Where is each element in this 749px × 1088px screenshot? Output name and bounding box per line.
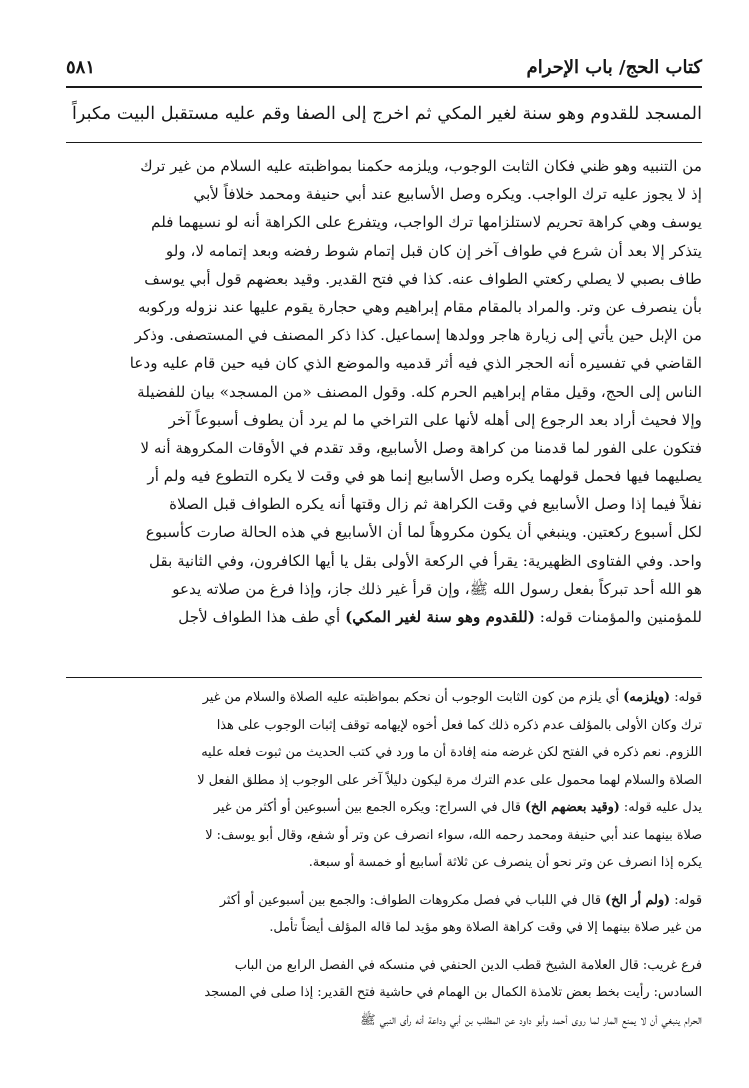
text-line bbox=[66, 822, 702, 850]
text-line bbox=[66, 208, 702, 236]
text-run: بأن ينصرف عن وتر. والمراد بالمقام مقام إبراهيم وهي حجارة يقوم عليها عند نزوله وركوبه bbox=[138, 297, 702, 316]
footnote bbox=[66, 887, 702, 942]
text-run: قوله: bbox=[670, 690, 702, 705]
text-line bbox=[66, 603, 702, 631]
text-line bbox=[66, 237, 702, 265]
text-line bbox=[66, 293, 702, 321]
footnote bbox=[66, 952, 702, 1035]
text-run: الحرام ينبغي أن لا يمنع المار لما روى أحمد وأبو داود عن المطلب بن أبي وداعة أنه رأى النبي ﷺ bbox=[360, 1012, 702, 1028]
text-line bbox=[66, 739, 702, 767]
text-line bbox=[66, 378, 702, 406]
bold-lemma: (ولم أر الخ) bbox=[605, 892, 671, 908]
text-run: يكره إذا انصرف عن وتر نحو أن ينصرف عن ثلاثة أسابيع أو خمسة أو سبعة. bbox=[308, 855, 702, 870]
text-run: لكل أسبوع ركعتين. وينبغي أن يكون مكروهاً لما أن الأسابيع في هذه الحالة صارت كأسبوع bbox=[145, 523, 702, 542]
text-line bbox=[66, 434, 702, 462]
footnotes-section bbox=[66, 684, 702, 1074]
text-run: السادس: رأيت بخط بعض تلامذة الكمال بن الهمام في حاشية فتح القدير: إذا صلى في المسجد bbox=[204, 985, 702, 1000]
bold-lemma: (وقيد بعضهم الخ) bbox=[524, 800, 620, 815]
text-line bbox=[66, 914, 702, 942]
text-run: ترك وكان الأولى بالمؤلف عدم ذكره ذلك كما فعل أخوه لإيهامه توقف إثبات الوجوب على هذا bbox=[216, 717, 702, 733]
text-line bbox=[66, 265, 702, 293]
text-line bbox=[66, 979, 702, 1007]
text-line bbox=[66, 887, 702, 915]
text-run: للمؤمنين والمؤمنات قوله: bbox=[534, 608, 702, 626]
text-run: القاضي في تفسيره أنه الحجر الذي فيه أثر قدميه والموضع الذي كان فيه حين قام عليه ودعا bbox=[129, 354, 702, 373]
matn-line: المسجد للقدوم وهو سنة لغير المكي ثم اخرج إلى الصفا وقم عليه مستقبل البيت مكبراً bbox=[71, 104, 702, 124]
text-line bbox=[66, 462, 702, 490]
text-run: إذ لا يجوز عليه ترك الواجب. ويكره وصل الأسابيع عند أبي حنيفة ومحمد خلافاً لأبي bbox=[193, 185, 702, 204]
text-line bbox=[66, 575, 702, 603]
bold-lemma: (للقدوم وهو سنة لغير المكي) bbox=[345, 608, 535, 626]
running-title: كتاب الحج/ باب الإحرام bbox=[526, 57, 702, 78]
text-run: يتذكر إلا بعد أن شرع في طواف آخر إن كان قبل إتمام شوط رفضه وبعد إتمامه لا، ولو bbox=[165, 241, 702, 260]
text-run: الصلاة والسلام لهما محمول على عدم الترك مرة ليكون دليلاً آخر على الوجوب إذ مطلق الفعل لا bbox=[197, 772, 702, 788]
matn-text bbox=[66, 96, 702, 143]
text-run: قوله: bbox=[670, 892, 702, 908]
text-line bbox=[66, 794, 702, 822]
text-line bbox=[66, 406, 702, 434]
text-line bbox=[66, 349, 702, 377]
text-run: من التنبيه وهو ظني فكان الثابت الوجوب، ويلزمه حكمنا بمواظبته عليه السلام من غير ترك bbox=[140, 157, 702, 175]
text-run: فتكون على الفور لما قدمنا من كراهة وصل الأسابيع، وقد تقدم في الأوقات المكروهة أنه لا bbox=[140, 438, 702, 457]
text-run: قال في السراج: ويكره الجمع بين أسبوعين أو أكثر من غير bbox=[213, 800, 525, 815]
text-run: أي طف هذا الطواف لأجل bbox=[178, 608, 346, 626]
text-line bbox=[66, 547, 702, 575]
footnote bbox=[66, 684, 702, 877]
text-run: صلاة بينهما عند أبي حنيفة ومحمد رحمه الله، سواء انصرف عن وتر أو شفع، وقال أبو يوسف: لا bbox=[205, 827, 702, 843]
text-line bbox=[66, 1007, 702, 1035]
text-line bbox=[66, 180, 702, 208]
text-run: اللزوم. نعم ذكره في الفتح لكن غرضه منه إفادة أن ما ورد في كتب الحديث من ثبوت فعله عليه bbox=[201, 745, 702, 760]
text-run: واحد. وفي الفتاوى الظهيرية: يقرأ في الركعة الأولى بقل يا أيها الكافرون، وفي الثانية بقل bbox=[148, 551, 702, 570]
text-run: وإلا فحيث أراد بعد الرجوع إلى أهله لأنها على التراخي ما لم يرد أن يطوف أسبوعاً آخر bbox=[168, 410, 702, 429]
text-run: نفلاً فيما إذا وصل الأسابيع في وقت الكراهة ثم زال وقتها أنه يكره الطواف قبل الصلاة bbox=[169, 495, 702, 514]
text-run: يصليهما فيها فحمل قولهما يكره وصل الأسابيع إنما هو في وقت لا يكره التطوع فيه ولم أر bbox=[147, 467, 702, 486]
text-line bbox=[66, 152, 702, 180]
text-line bbox=[66, 518, 702, 546]
text-run: يدل عليه قوله: bbox=[619, 800, 702, 815]
text-run: من الإبل حين يأتي إلى زيارة هاجر وولدها إسماعيل. كذا ذكر المصنف في المستصفى. وذكر bbox=[134, 326, 702, 345]
text-line bbox=[66, 767, 702, 795]
text-line bbox=[66, 321, 702, 349]
text-run: طاف بصبي لا يصلي ركعتي الطواف عنه. كذا في فتح القدير. وقيد بعضهم قول أبي يوسف bbox=[144, 269, 702, 288]
text-run: يوسف وهي كراهة تحريم لاستلزامها ترك الواجب، ويتفرع على الكراهة أنه لو نسيهما فلم bbox=[151, 213, 702, 232]
text-run: هو الله أحد تبركاً بفعل رسول الله ﷺ، وإن قرأ غير ذلك جاز، وإذا فرغ من صلاته يدعو bbox=[172, 579, 702, 598]
text-line bbox=[66, 712, 702, 740]
text-line bbox=[66, 952, 702, 980]
page-header bbox=[66, 52, 702, 88]
text-run: من غير صلاة بينهما إلا في وقت كراهة الصلاة وهو مؤيد لما قاله المؤلف أيضاً تأمل. bbox=[269, 920, 702, 935]
bold-lemma: (ويلزمه) bbox=[623, 690, 671, 705]
text-line bbox=[66, 490, 702, 518]
text-run: الناس إلى الحج، وقيل مقام إبراهيم الحرم كله. وقول المصنف «من المسجد» بيان للفضيلة bbox=[137, 382, 702, 401]
text-line bbox=[66, 684, 702, 712]
text-line bbox=[66, 849, 702, 877]
text-run: أي يلزم من كون الثابت الوجوب أن نحكم بمواظبته عليه الصلاة والسلام من غير bbox=[202, 690, 624, 705]
commentary-body bbox=[66, 152, 702, 672]
footnote-divider bbox=[66, 677, 702, 678]
page-number: ٥٨١ bbox=[66, 57, 96, 78]
text-run: قال في اللباب في فصل مكروهات الطواف: والجمع بين أسبوعين أو أكثر bbox=[219, 892, 606, 908]
text-run: فرع غريب: قال العلامة الشيخ قطب الدين الحنفي في منسكه في الفصل الرابع من الباب bbox=[234, 957, 702, 973]
